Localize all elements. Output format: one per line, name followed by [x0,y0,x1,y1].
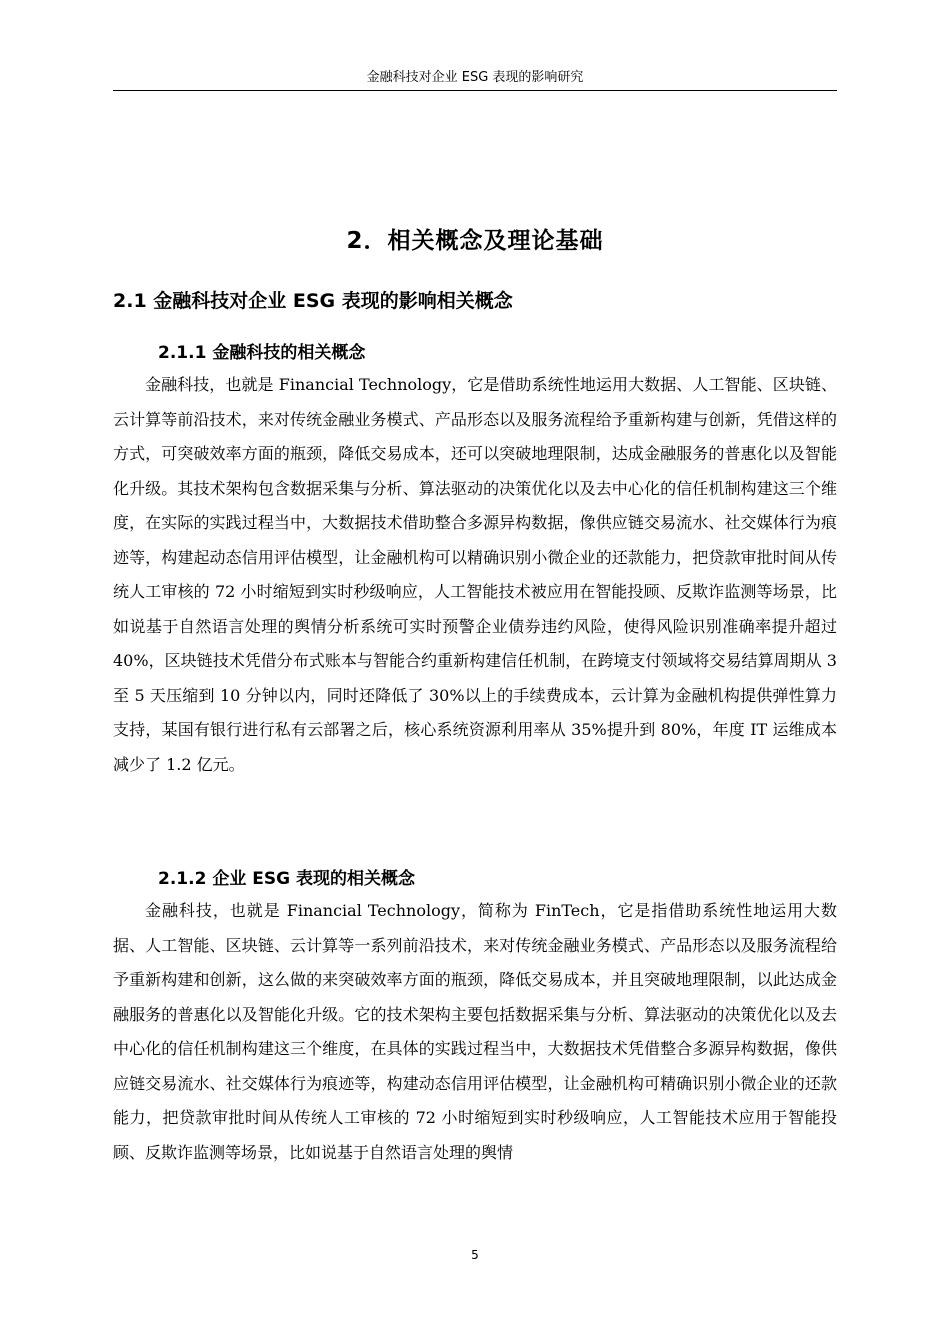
body-paragraph-esg-concept: 金融科技，也就是 Financial Technology，简称为 FinTech，它是指借助系统性地运用大数据、人工智能、区块链、云计算等一系列前沿技术，来对传统金融业务模式、产品形态以及服务流程给予重新构建和创新，这么做的来突破效率方面的瓶颈，降低交易成本，并且突破地理限制，以此达成金融服务的普惠化以及智能化升级。它的技术架构主要包括数据采集与分析、算法驱动的决策优化以及去中心化的信任机制构建这三个维度，在具体的实践过程当中，大数据技术凭借整合多源异构数据，像供应链交易流水、社交媒体行为痕迹等，构建动态信用评估模型，让金融机构可精确识别小微企业的还款能力，把贷款审批时间从传统人工审核的 72 小时缩短到实时秒级响应，人工智能技术应用于智能投顾、反欺诈监测等场景，比如说基于自然语言处理的舆情 [113,901,837,1162]
subsection-title-2-1-2: 2.1.2 企业 ESG 表现的相关概念 [158,869,415,889]
body-paragraph-fintech-concept: 金融科技，也就是 Financial Technology，它是借助系统性地运用大数据、人工智能、区块链、云计算等前沿技术，来对传统金融业务模式、产品形态以及服务流程给予重新构建与创新，凭借这样的方式，可突破效率方面的瓶颈，降低交易成本，还可以突破地理限制，达成金融服务的普惠化以及智能化升级。其技术架构包含数据采集与分析、算法驱动的决策优化以及去中心化的信任机制构建这三个维度，在实际的实践过程当中，大数据技术借助整合多源异构数据，像供应链交易流水、社交媒体行为痕迹等，构建起动态信用评估模型，让金融机构可以精确识别小微企业的还款能力，把贷款审批时间从传统人工审核的 72 小时缩短到实时秒级响应，人工智能技术被应用在智能投顾、反欺诈监测等场景，比如说基于自然语言处理的舆情分析系统可实时预警企业债券违约风险，使得风险识别准确率提升超过 40%，区块链技术凭借分布式账本与智能合约重新构建信任机制，在跨境支付领域将交易结算周期从 3 至 5 天压缩到 10 分钟以内，同时还降低了 30%以上的手续费成本，云计算为金融机构提供弹性算力支持，某国有银行进行私有云部署之后，核心系统资源利用率从 35%提升到 80%，年度 IT 运维成本减少了 1.2 亿元。 [113,375,837,774]
subsection-title-2-1-1: 2.1.1 金融科技的相关概念 [158,343,366,363]
running-title: 金融科技对企业 ESG 表现的影响研究 [366,70,584,85]
section-title: 2.1 金融科技对企业 ESG 表现的影响相关概念 [113,290,513,312]
page-number: 5 [471,1248,479,1262]
running-header [113,66,837,91]
chapter-title: 2．相关概念及理论基础 [346,228,604,254]
